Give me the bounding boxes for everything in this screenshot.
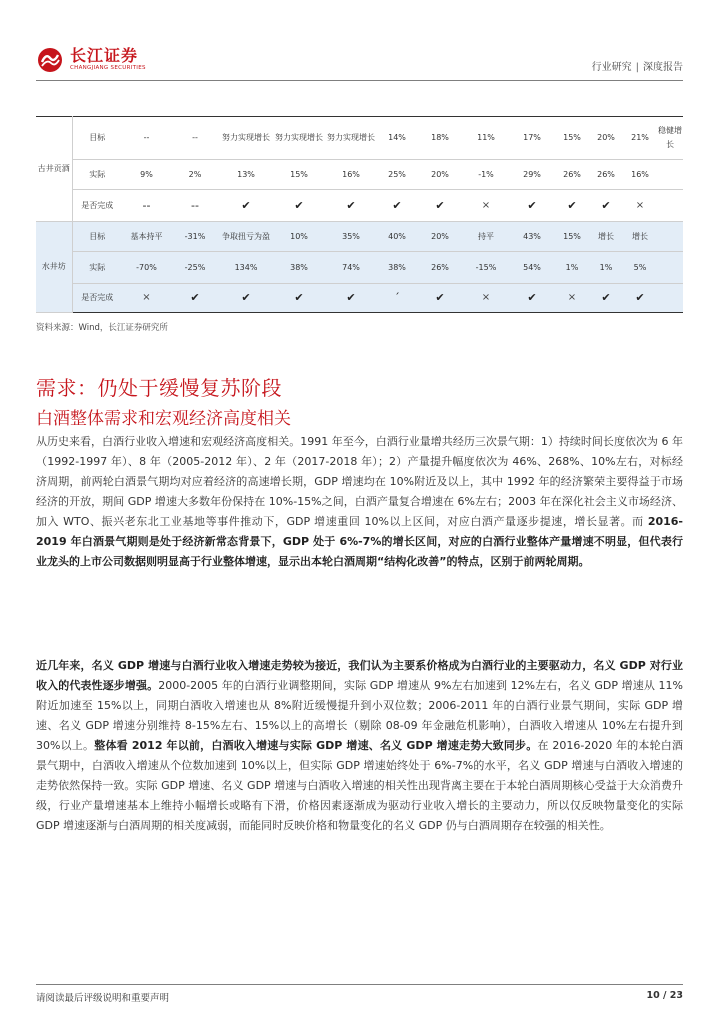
status-cell: × xyxy=(122,284,171,313)
row-label: 实际 xyxy=(72,252,122,284)
table-cell: -25% xyxy=(171,252,219,284)
table-cell: 基本持平 xyxy=(122,222,171,252)
company-logo xyxy=(36,42,146,76)
table-cell: 16% xyxy=(325,160,377,190)
table-cell: 15% xyxy=(555,222,589,252)
table-cell: 20% xyxy=(589,117,623,160)
table-cell: 增长 xyxy=(589,222,623,252)
table-source-note: 资料来源：Wind，长江证券研究所 xyxy=(36,323,168,333)
table-cell xyxy=(657,160,683,190)
report-kind: 深度报告 xyxy=(643,62,683,73)
row-label: 是否完成 xyxy=(72,190,122,222)
table-cell: 16% xyxy=(623,160,657,190)
table-cell: -31% xyxy=(171,222,219,252)
table-cell: -1% xyxy=(463,160,509,190)
table-cell: 持平 xyxy=(463,222,509,252)
table-cell: 努力实现增长 xyxy=(273,117,325,160)
table-cell: -- xyxy=(122,117,171,160)
status-cell: × xyxy=(555,284,589,313)
status-cell: ✔ xyxy=(509,284,555,313)
table-cell: 74% xyxy=(325,252,377,284)
table-cell: 增长 xyxy=(623,222,657,252)
status-cell: ✔ xyxy=(325,190,377,222)
row-label: 是否完成 xyxy=(72,284,122,313)
paragraph-text: 2000-2005 年的白酒行业调整期间，实际 GDP 增速从 9%左右加速到 12%左右，名义 GDP 增速从 11%附近加速至 15%以上，同期白酒收入增速也从 8%附近缓慢提升到小双位数；2006-2011 年的白酒行业景气期间，实际 GDP 增速、名义 GDP 增速分别维持 8-15%左右、15%以上的高增长（剔除 08-09 年金融危机影响），白酒收入增速从 10%左右提升到 30%以上。 xyxy=(36,679,683,752)
table-cell xyxy=(657,252,683,284)
paragraph-bold-text: 2016-2019 年白酒景气期则是处于经济新常态背景下，GDP 处于 6%-7%的增长区间，对应的白酒行业整体产量增速不明显，但代表行业龙头的上市公司数据则明显高于行业整体增速，显示出本轮白酒周期“结构化改善”的特点，区别于前两轮周期。 xyxy=(36,515,683,568)
status-cell: ✔ xyxy=(417,190,463,222)
status-cell: ✔ xyxy=(219,284,273,313)
table-cell: 稳健增长 xyxy=(657,117,683,160)
table-cell: 17% xyxy=(509,117,555,160)
status-cell: × xyxy=(463,190,509,222)
target-completion-table xyxy=(36,116,683,313)
status-cell: -- xyxy=(171,190,219,222)
status-cell: ✔ xyxy=(273,284,325,313)
row-label: 目标 xyxy=(72,222,122,252)
body-paragraph-1 xyxy=(36,432,683,572)
changjiang-logo-icon xyxy=(36,45,64,73)
table-cell: 努力实现增长 xyxy=(325,117,377,160)
row-label: 目标 xyxy=(72,117,122,160)
status-cell: ✔ xyxy=(417,284,463,313)
logo-english-name: CHANGJIANG SECURITIES xyxy=(70,64,146,71)
table-cell: 9% xyxy=(122,160,171,190)
table-cell: 21% xyxy=(623,117,657,160)
table-cell: 20% xyxy=(417,160,463,190)
status-cell: ✔ xyxy=(509,190,555,222)
table-cell: 26% xyxy=(555,160,589,190)
status-cell: ✔ xyxy=(589,190,623,222)
table-cell: 20% xyxy=(417,222,463,252)
paragraph-text: 从历史来看，白酒行业收入增速和宏观经济高度相关。1991 年至今，白酒行业量增共经历三次景气期：1）持续时间长度依次为 6 年（1992-1997 年）、8 年（2005-2012 年）、2 年（2017-2018 年）；2）产量提升幅度依次为 46%、268%、10%左右，对标经济周期，前两轮白酒景气期均对应着经济的高速增长期，GDP 增速均在 10%附近及以上，其中 1992 年的经济繁荣主要得益于市场经济的开放，期间 GDP 增速大多数年份保持在 10%-15%之间，白酒产量复合增速在 6%左右；2003 年在深化社会主义市场经济、加入 WTO、振兴老东北工业基地等事件推动下，GDP 增速重回 10%以上区间，对应白酒产量逐步提速，增长显著。而 xyxy=(36,435,683,528)
logo-chinese-name: 长江证券 xyxy=(70,45,139,65)
table-cell: 努力实现增长 xyxy=(219,117,273,160)
table-cell: 25% xyxy=(377,160,417,190)
status-cell: ✔ xyxy=(623,284,657,313)
brand-name-cell: 水井坊 xyxy=(36,222,72,313)
table-cell: -70% xyxy=(122,252,171,284)
table-cell: 15% xyxy=(273,160,325,190)
table-cell: 134% xyxy=(219,252,273,284)
status-cell xyxy=(657,190,683,222)
section-subtitle: 白酒整体需求和宏观经济高度相关 xyxy=(36,409,291,429)
footer-divider xyxy=(36,984,683,985)
table-cell: -15% xyxy=(463,252,509,284)
table-cell: 54% xyxy=(509,252,555,284)
table-cell: 10% xyxy=(273,222,325,252)
report-type-label xyxy=(592,58,683,73)
table-cell: -- xyxy=(171,117,219,160)
paragraph-bold-text: 整体看 2012 年以前，白酒收入增速与实际 GDP 增速、名义 GDP 增速走势大致同步。 xyxy=(94,739,538,752)
page-number: 10 / 23 xyxy=(646,990,683,1001)
table-cell: 38% xyxy=(377,252,417,284)
status-cell: ✔ xyxy=(325,284,377,313)
table-cell: 35% xyxy=(325,222,377,252)
paragraph-text: 在 2016-2020 年的本轮白酒景气期中，白酒收入增速从个位数加速到 10%以上，但实际 GDP 增速始终处于 6%-7%的水平，名义 GDP 增速与白酒收入增速的走势依然保持一致。实际 GDP 增速、名义 GDP 增速与白酒收入增速的相关性出现背离主要在于本轮白酒周期核心受益于大众消费升级，行业产量增速基本上维持小幅增长或略有下滑，价格因素逐渐成为驱动行业收入增长的主要动力，所以仅反映物量变化的实际 GDP 增速逐渐与白酒周期的相关度减弱，而能同时反映价格和物量变化的名义 GDP 仍与白酒周期存在较强的相关性。 xyxy=(36,739,683,832)
status-cell: × xyxy=(623,190,657,222)
table-cell: 1% xyxy=(589,252,623,284)
table-cell: 29% xyxy=(509,160,555,190)
header-separator: | xyxy=(635,62,639,73)
row-label: 实际 xyxy=(72,160,122,190)
table-cell: 争取扭亏为盈 xyxy=(219,222,273,252)
table-cell: 18% xyxy=(417,117,463,160)
table-cell: 14% xyxy=(377,117,417,160)
status-cell: -- xyxy=(122,190,171,222)
table-cell: 40% xyxy=(377,222,417,252)
table-cell xyxy=(657,222,683,252)
paragraph-bold-text: 近几年来，名义 GDP 增速与白酒行业收入增速走势较为接近，我们认为主要系价格成为白酒行业的主要驱动力，名义 GDP 对行业收入的代表性逐步增强。 xyxy=(36,659,683,692)
table-cell: 2% xyxy=(171,160,219,190)
brand-name-cell: 古井贡酒 xyxy=(36,117,72,222)
section-title: 需求：仍处于缓慢复苏阶段 xyxy=(36,376,282,400)
status-cell: ˊ xyxy=(377,284,417,313)
report-category: 行业研究 xyxy=(591,62,632,73)
table-cell: 1% xyxy=(555,252,589,284)
header-divider xyxy=(36,80,683,81)
table-cell: 43% xyxy=(509,222,555,252)
status-cell: × xyxy=(463,284,509,313)
table-cell: 5% xyxy=(623,252,657,284)
table-cell: 15% xyxy=(555,117,589,160)
status-cell: ✔ xyxy=(377,190,417,222)
table-cell: 13% xyxy=(219,160,273,190)
status-cell xyxy=(657,284,683,313)
status-cell: ✔ xyxy=(171,284,219,313)
status-cell: ✔ xyxy=(219,190,273,222)
table-cell: 38% xyxy=(273,252,325,284)
body-paragraph-2 xyxy=(36,656,683,836)
status-cell: ✔ xyxy=(273,190,325,222)
table-cell: 26% xyxy=(589,160,623,190)
status-cell: ✔ xyxy=(555,190,589,222)
footer-disclaimer: 请阅读最后评级说明和重要声明 xyxy=(36,993,170,1004)
status-cell: ✔ xyxy=(589,284,623,313)
table-cell: 11% xyxy=(463,117,509,160)
table-cell: 26% xyxy=(417,252,463,284)
